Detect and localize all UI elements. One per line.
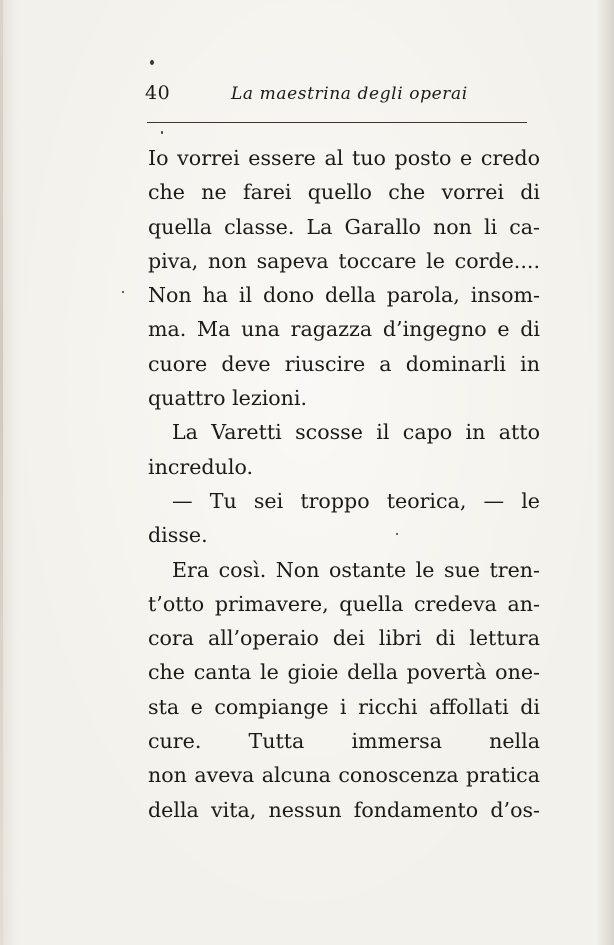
text-line: incredulo. xyxy=(148,454,254,479)
text-line: che canta le gioie della povertà one- xyxy=(148,660,540,685)
text-line: disse. xyxy=(148,523,208,548)
text-line: Non ha il dono della parola, insom- xyxy=(148,283,540,308)
ink-speck xyxy=(122,291,124,293)
text-line: quella classe. La Garallo non li ca- xyxy=(148,214,540,239)
text-line: t’otto primavere, quella credeva an- xyxy=(148,591,540,616)
header-rule xyxy=(147,122,527,123)
running-header xyxy=(145,82,530,112)
text-line: non aveva alcuna conoscenza pratica xyxy=(148,763,540,788)
ink-speck xyxy=(161,131,163,134)
text-line: piva, non sapeva toccare le corde.... xyxy=(148,248,540,273)
body-text xyxy=(148,141,540,827)
text-line: quattro lezioni. xyxy=(148,386,308,411)
text-line: cuore deve riuscire a dominarli in xyxy=(148,351,540,376)
text-line: — Tu sei troppo teorica, — le xyxy=(172,488,540,513)
text-line: Era così. Non ostante le sue tren- xyxy=(172,557,540,582)
text-line: cora all’operaio dei libri di lettura xyxy=(148,626,540,651)
text-line: che ne farei quello che vorrei di xyxy=(148,180,540,205)
running-title: La maestrina degli operai xyxy=(231,84,468,104)
page-number: 40 xyxy=(145,82,171,104)
text-line: sta e compiange i ricchi affollati di xyxy=(148,694,540,719)
text-line: della vita, nessun fondamento d’os- xyxy=(148,797,540,822)
page-gutter-shadow xyxy=(0,0,3,945)
text-line: Io vorrei essere al tuo posto e credo xyxy=(148,146,540,170)
ink-speck xyxy=(150,60,154,65)
text-line: cure. Tutta immersa nella xyxy=(148,729,540,754)
text-line: La Varetti scosse il capo in atto xyxy=(172,420,540,445)
text-line: ma. Ma una ragazza d’ingegno e di xyxy=(148,317,540,342)
